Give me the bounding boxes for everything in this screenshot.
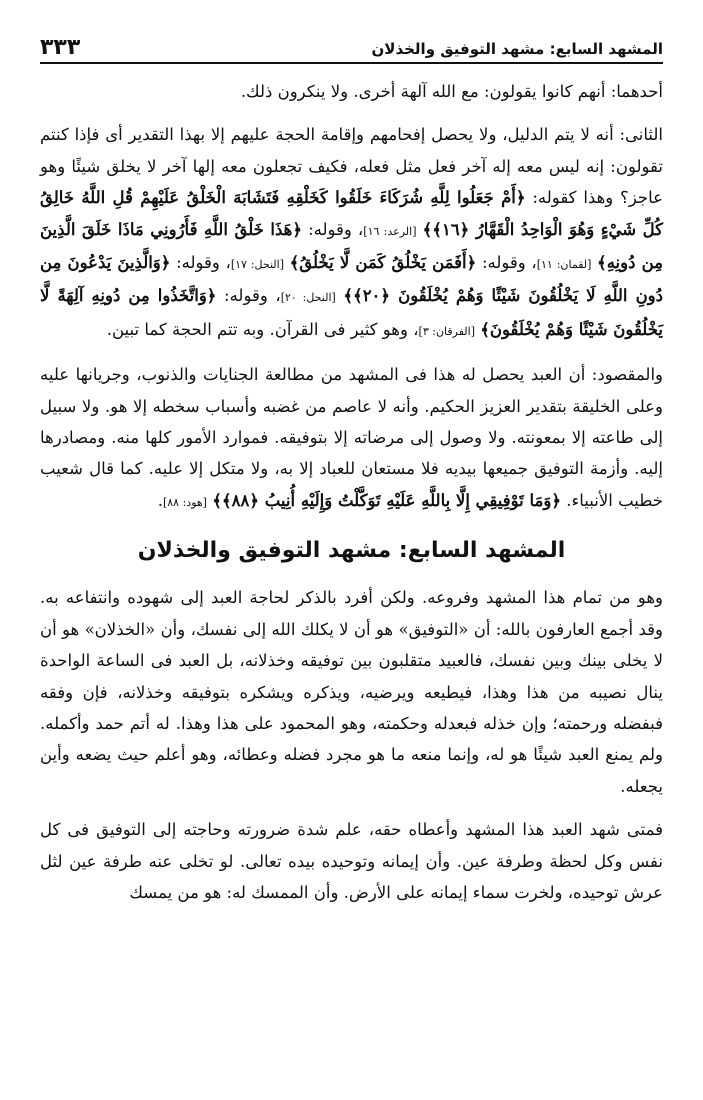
connector-text: . [157,490,163,510]
verse-reference: [النحل: ٢٠] [280,291,336,305]
connector-text: ، وقوله: [481,253,537,273]
paragraph-need-for-tawfiq: فمتى شهد العبد هذا المشهد وأعطاه حقه، علم شدة ضرورته وحاجته إلى التوفيق فى كل نفس وكل لحظة وطرفة عين. وأن إيمانه وتوحيده بيده تعالى. لو تخلى عنه طرفة عين لثل عرش توحيده، ولخرت سماء إيمانه على الأرض. وأن الممسك له: هو من يمسك [40,820,663,902]
page-body [40,76,663,908]
paragraph-second-reason [40,119,663,347]
quran-verse: ﴿وَمَا تَوْفِيقِي إِلَّا بِاللَّهِ عَلَيْهِ تَوَكَّلْتُ وَإِلَيْهِ أُنِيبُ ﴿٨٨﴾﴾ [212,490,561,510]
connector-text: ، وهو كثير فى القرآن. وبه تتم الحجة كما تبين. [106,319,419,339]
verse-reference: [النحل: ١٧] [230,258,284,272]
running-title: المشهد السابع: مشهد التوفيق والخذلان [371,40,663,58]
verse-reference: [الفرقان: ٣] [418,324,475,338]
quran-verse: ﴿أَفَمَن يَخْلُقُ كَمَن لَّا يَخْلُقُ﴾ [289,253,477,273]
connector-text: ، وقوله: [176,253,231,273]
connector-text: ، وقوله: [224,286,281,306]
quran-verse: ﴿هَذَا خَلْقُ اللَّهِ فَأَرُونِي مَاذَا خَلَقَ الَّذِينَ مِن دُونِهِ﴾ [40,219,663,273]
connector-text: ، وقوله: [308,219,364,239]
quran-verse: ﴿أَمْ جَعَلُوا لِلَّهِ شُرَكَاءَ خَلَقُوا كَخَلْقِهِ فَتَشَابَهَ الْخَلْقُ عَلَيْهِمْ قُلِ اللَّهُ خَالِقُ كُلِّ شَيْءٍ وَهُوَ الْوَاحِدُ الْقَهَّارُ ﴿١٦﴾﴾ [40,188,664,239]
section-heading: المشهد السابع: مشهد التوفيق والخذلان [137,538,566,564]
paragraph-text: الثانى: أنه لا يتم الدليل، ولا يحصل إفحامهم وإقامة الحجة عليهم إلا بهذا التقدير أى فإذا كنتم تقولون: إنه ليس معه إله آخر فعل مثل فعله، فكيف تجعلون معه إلها آخر لا يخلق شيئًا وهو عاجز؟ وهذا كقوله: [40,125,663,208]
paragraph-tawfiq-definition: وهو من تمام هذا المشهد وفروعه. ولكن أفرد بالذكر لحاجة العبد إلى شهوده وانتفاعه به. وقد أجمع العارفون بالله: أن «التوفيق» هو أن لا يكلك الله إلى نفسك، وأن «الخذلان» هو أن لا يخلى بينك وبين نفسك، فالعبيد متقلبون بين توفيقه وخذلانه، بل العبد فى الساعة الواحدة ينال نصيبه من هذا وهذا، فيطيعه ويرضيه، ويذكره ويشكره بتوفيقه وخذلانه، فإن وفقه فبفضله ورحمته؛ وإن خذله فبعدله وحكمته، وهو المحمود على هذا وهذا. له أتم حمد وأكمله. ولم يمنع العبد شيئًا هو له، وإنما منعه ما هو مجرد فضله وعطائه، وهو أعلم حيث يضعه وأين يجعله. [40,588,663,796]
quran-verse: ﴿وَالَّذِينَ يَدْعُونَ مِن دُونِ اللَّهِ لَا يَخْلُقُونَ شَيْئًا وَهُمْ يُخْلَقُونَ ﴿٢٠﴾﴾ [40,253,663,306]
verse-reference: [لقمان: ١١] [536,258,592,272]
paragraph-first-reason: أحدهما: أنهم كانوا يقولون: مع الله آلهة أخرى. ولا ينكرون ذلك. [240,82,663,101]
verse-reference: [هود: ٨٨] [162,495,207,509]
verse-reference: [الرعد: ١٦] [363,224,417,238]
paragraph-purpose [40,359,663,518]
page-number: ٣٣٣ [40,35,81,60]
running-header [40,26,663,64]
paragraph-text: والمقصود: أن العبد يحصل له هذا فى المشهد من مطالعة الجنايات والذنوب، وجريانها عليه وعلى الخليقة بتقدير العزيز الحكيم. وأنه لا عاصم من غضبه وأسباب سخطه إلا هو. ولا سبيل إلى طاعته إلا بمعونته. ولا وصول إلى مرضاته إلا بتوفيقه. فموارد الأمور كلها منه. ومصادرها إليه. وأزمة التوفيق جميعها بيديه فلا مستعان للعباد إلا به، ولا متكل إلا عليه. كما قال شعيب خطيب الأنبياء. [40,365,663,510]
quran-verse: ﴿وَاتَّخَذُوا مِن دُونِهِ آلِهَةً لَّا يَخْلُقُونَ شَيْئًا وَهُمْ يُخْلَقُونَ﴾ [40,286,663,339]
